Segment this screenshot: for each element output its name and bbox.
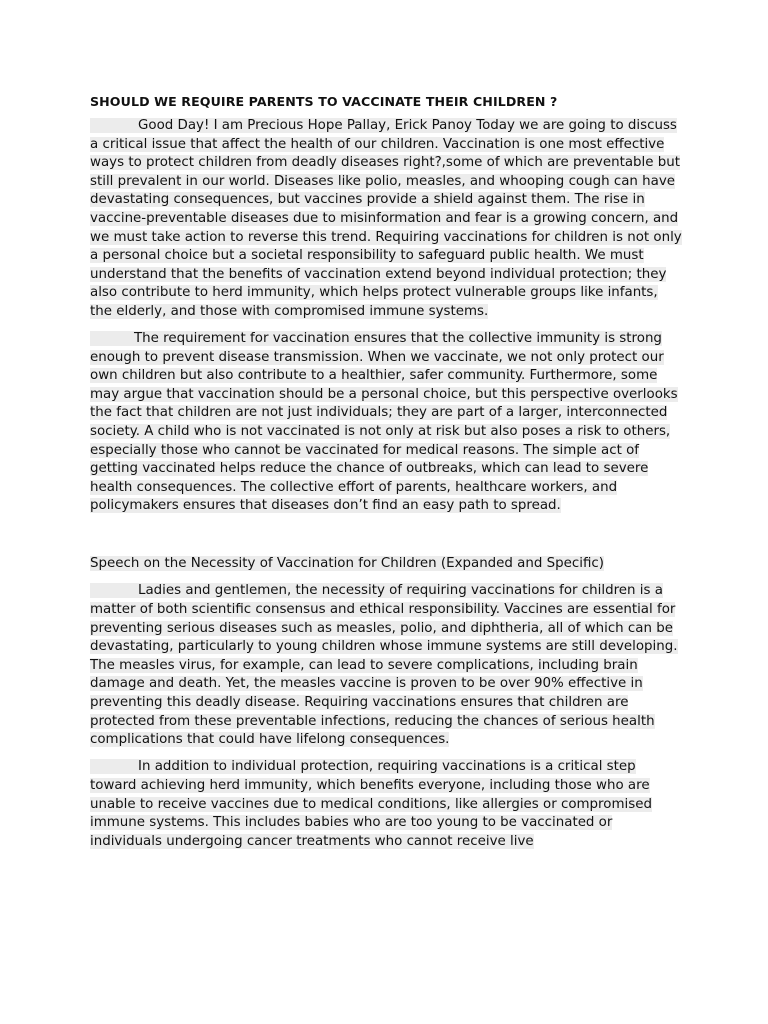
paragraph-text-content: Ladies and gentlemen, the necessity of requiring vaccinations for children is a matter of both scientific consensus and ethical responsibility. Vaccines are essential for preventing serious diseases such as measles, polio, and diphtheria, all of which can be devastating, particularly to young children whose immune systems are still developing. The measles virus, for example, can lead to severe complications, including brain damage and death. Yet, the measles vaccine is proven to be over 90% effective in preventing this deadly disease. Requiring vaccinations ensures that children are protected from these preventable infections, reducing the chances of serious health complications that could have lifelong consequences. bbox=[90, 583, 678, 748]
document-title: SHOULD WE REQUIRE PARENTS TO VACCINATE THEIR CHILDREN ? bbox=[90, 94, 558, 109]
paragraph-text-content: Good Day! I am Precious Hope Pallay, Erick Panoy Today we are going to discuss a critical issue that affect the health of our children. Vaccination is one most effective ways to protect children from deadly diseases right?,some of which are preventable but still prevalent in our world. Diseases like polio, measles, and whooping cough can have devastating consequences, but vaccines provide a shield against them. The rise in vaccine-preventable diseases due to misinformation and fear is a growing concern, and we must take action to reverse this trend. Requiring vaccinations for children is not only a personal choice but a societal responsibility to safeguard public health. We must understand that the benefits of vaccination extend beyond individual protection; they also contribute to herd immunity, which helps protect vulnerable groups like infants, the elderly, and those with compromised immune systems. bbox=[90, 118, 682, 319]
paragraph-collective-immunity bbox=[90, 330, 682, 516]
section-heading-text: Speech on the Necessity of Vaccination for Children (Expanded and Specific) bbox=[90, 556, 604, 572]
paragraph-necessity bbox=[90, 582, 682, 749]
paragraph-intro bbox=[90, 117, 682, 322]
paragraph-text-content: In addition to individual protection, requiring vaccinations is a critical step toward achieving herd immunity, which benefits everyone, including those who are unable to receive vaccines due to medical conditions, like allergies or compromised immune systems. This includes babies who are too young to be vaccinated or individuals undergoing cancer treatments who cannot receive live bbox=[90, 759, 652, 849]
paragraph-text bbox=[90, 583, 678, 747]
paragraph-text-content: The requirement for vaccination ensures that the collective immunity is strong enough to prevent disease transmission. When we vaccinate, we not only protect our own children but also contribute to a healthier, safer community. Furthermore, some may argue that vaccination should be a personal choice, but this perspective overlooks the fact that children are not just individuals; they are part of a larger, interconnected society. A child who is not vaccinated is not only at risk but also poses a risk to others, especially those who cannot be vaccinated for medical reasons. The simple act of getting vaccinated helps reduce the chance of outbreaks, which can lead to severe health consequences. The collective effort of parents, healthcare workers, and policymakers ensures that diseases don’t find an easy path to spread. bbox=[90, 331, 678, 514]
section-heading bbox=[90, 554, 682, 573]
paragraph-herd-immunity bbox=[90, 758, 682, 851]
paragraph-text bbox=[90, 331, 678, 513]
paragraph-text bbox=[90, 118, 682, 319]
document-page bbox=[90, 92, 682, 860]
blank-line bbox=[90, 524, 682, 554]
paragraph-text bbox=[90, 759, 652, 848]
